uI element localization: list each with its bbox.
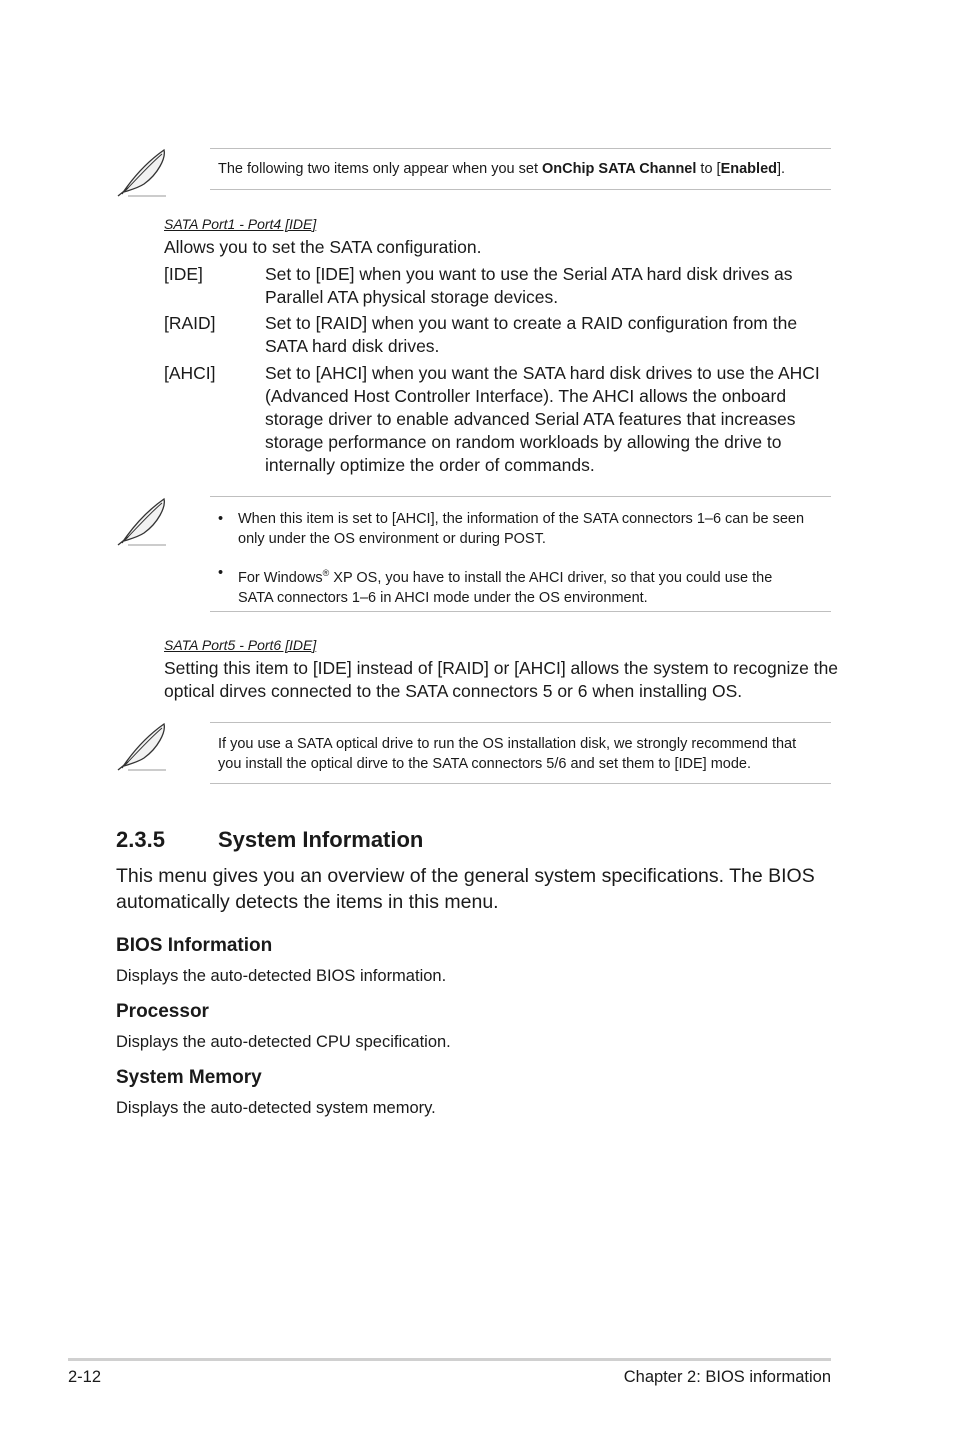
note-box-ahci: • When this item is set to [AHCI], the information of the SATA connectors 1–6 can be seen only under the OS environment or during POST. • For Windows® XP OS, you have to install the AHCI driver, so that you could use the SATA connectors 1–6 in AHCI mode under the OS environment. <box>210 496 831 612</box>
bios-information-heading: BIOS Information <box>116 935 273 956</box>
section-title: System Information <box>218 827 424 852</box>
option-raid-desc: Set to [RAID] when you want to create a RAID configuration from the SATA hard disk drives. <box>265 313 798 356</box>
sata-port5-6-desc: Setting this item to [IDE] instead of [RAID] or [AHCI] allows the system to recognize the optical dirves connected to the SATA connectors 5 or 6 when installing OS. <box>164 658 839 701</box>
section-intro: This menu gives you an overview of the general system specifications. The BIOS automatically detects the items in this menu. <box>116 865 815 913</box>
sata-port1-4-intro: Allows you to set the SATA configuration. <box>164 237 482 257</box>
sata-port1-4-heading: SATA Port1 - Port4 [IDE] <box>164 216 317 232</box>
option-ahci-desc: Set to [AHCI] when you want the SATA hard disk drives to use the AHCI (Advanced Host Controller Interface). The AHCI allows the onboard storage driver to enable advanced Serial ATA features that increases storage performance on random workloads by allowing the drive to internally optimize the order of commands. <box>265 363 820 475</box>
note-box-optical <box>210 722 831 784</box>
section-number: 2.3.5 <box>116 827 165 852</box>
note-feather-icon <box>114 720 168 772</box>
note-onchip-text: The following two items only appear when you set OnChip SATA Channel to [Enabled]. <box>218 161 786 177</box>
footer-chapter: Chapter 2: BIOS information <box>623 1368 831 1386</box>
footer-page-number: 2-12 <box>68 1368 102 1386</box>
note-feather-icon <box>114 146 168 198</box>
bios-information-desc: Displays the auto-detected BIOS information. <box>116 967 447 985</box>
system-memory-desc: Displays the auto-detected system memory. <box>116 1099 436 1117</box>
option-ide-key: [IDE] <box>164 264 203 284</box>
processor-desc: Displays the auto-detected CPU specification. <box>116 1033 451 1051</box>
option-ahci-key: [AHCI] <box>164 363 216 383</box>
system-memory-heading: System Memory <box>116 1067 262 1088</box>
processor-heading: Processor <box>116 1001 209 1022</box>
option-raid-key: [RAID] <box>164 313 216 333</box>
note-box-onchip <box>210 148 831 190</box>
footer-divider <box>68 1358 831 1361</box>
note-optical-text: If you use a SATA optical drive to run the OS installation disk, we strongly recommend that you install the optical dirve to the SATA connectors 5/6 and set them to [IDE] mode. <box>218 736 797 772</box>
option-ide-desc: Set to [IDE] when you want to use the Serial ATA hard disk drives as Parallel ATA physical storage devices. <box>265 264 793 307</box>
sata-port5-6-heading: SATA Port5 - Port6 [IDE] <box>164 637 317 653</box>
note-feather-icon <box>114 495 168 547</box>
